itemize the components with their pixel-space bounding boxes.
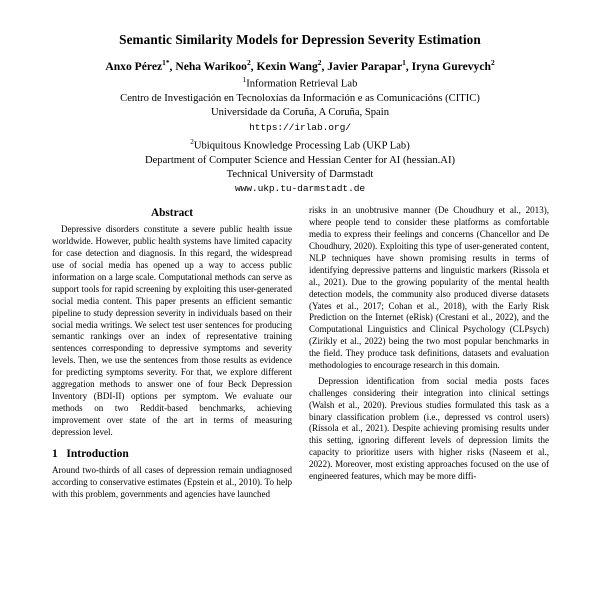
author-name: Javier Parapar (327, 59, 403, 73)
affiliation-line-4 (52, 138, 548, 154)
affiliation-line-5 (52, 154, 548, 168)
affiliation-text: Information Retrieval Lab (246, 78, 358, 90)
author-affil-marker: 2 (317, 57, 322, 67)
affiliation-text: Department of Computer Science and Hessian Center for AI (hessian.AI) (144, 154, 456, 166)
author-name: Neha Warikoo (175, 59, 247, 73)
lab-url-1[interactable]: https://irlab.org/ (249, 121, 351, 133)
abstract-paragraph: Depressive disorders constitute a severe public health issue worldwide. However, public health systems have limited capacity for case detection and diagnosis. In this regard, the widespread use of social media has opened up a way to access public information on a large scale. Computational methods can serve as support tools for rapid screening by exploiting this user-generated social media content. This paper presents an efficient semantic pipeline to study depression severity in individuals based on their social media writings. We select test user sentences for producing semantic rankings over an index of representative training sentences corresponding to depressive symptoms and severity levels. Then, we use the sentences from those results as evidence for predicting symptoms severity. For that, we explore different aggregation methods to answer one of four Beck Depression Inventory (BDI-II) options per symptom. We evaluate our methods on two Reddit-based benchmarks, achieving improvement over state of the art in terms of measuring depression level. (52, 224, 292, 437)
two-column-body (52, 205, 548, 505)
section-title: Introduction (66, 448, 129, 461)
intro-paragraph-1 (52, 465, 292, 501)
section-number: 1 (52, 448, 58, 461)
right-paragraph-2: Depression identification from social media posts faces challenges considering their integration into clinical settings (Walsh et al., 2020). Previous studies formulated this task as a binary classification problem (i.e., depressed vs control users) (Ríssola et al., 2021). Despite achieving promising results under this setting, ignoring different levels of depression limits the capacity to prioritize users with higher risks (Naseem et al., 2022). Moreover, most existing approaches focused on the use of engineered features, which may be more diffi- (309, 375, 549, 481)
affiliation-line-1 (52, 76, 548, 92)
lab-url-2[interactable]: www.ukp.tu-darmstadt.de (234, 183, 366, 194)
author-affil-marker: 2 (246, 57, 251, 67)
abstract-heading: Abstract (150, 207, 194, 220)
author-separator: , (250, 59, 257, 73)
intro-paragraph-text: Around two-thirds of all cases of depression remain undiagnosed according to conservative estimates (Epstein et al., 2010). To help with this problem, governments and agencies have launched (52, 465, 292, 500)
author-separator: , (405, 59, 412, 73)
right-column (309, 205, 549, 505)
author-affil-marker: 2 (490, 57, 495, 67)
author-corresponding-marker: * (165, 57, 170, 67)
left-column (52, 205, 292, 505)
author-affil-marker: 1 (162, 57, 166, 67)
author-name: Kexin Wang (256, 59, 318, 73)
affiliation-text: Ubiquitous Knowledge Processing Lab (UKP Lab) (193, 140, 410, 152)
author-separator: , (321, 59, 328, 73)
author-name: Iryna Gurevych (411, 59, 491, 73)
affiliation-line-3 (52, 106, 548, 120)
section-heading-introduction (52, 448, 292, 460)
affiliation-text: Technical University of Darmstadt (226, 168, 374, 180)
author-affil-marker: 1 (402, 57, 406, 67)
affiliation-line-2 (52, 92, 548, 106)
affiliation-text: Universidade da Coruña, A Coruña, Spain (210, 107, 389, 119)
affiliation-text: Centro de Investigación en Tecnoloxías da Información e as Comunicacións (CITIC) (120, 93, 480, 105)
right-paragraph-1: risks in an unobtrusive manner (De Choudhury et al., 2013), where people tend to consider these platforms as comfortable media to express their feelings and concerns (Chancellor and De Choudhury, 2020). Exploiting this type of user-generated content, NLP techniques have shown promising results in terms of identifying depressive patterns and linguistic markers (Rissola et al., 2021). Due to the growing popularity of the mental health detection models, the community also produced diverse datasets (Yates et al., 2017; Cohan et al., 2018), with the Early Risk Prediction on the Internet (eRisk) (Crestani et al., 2022), and the Computational Linguistics and Clinical Psychology (CLPsych) (Zirikly et al., 2022) being the two most popular benchmarks in the field. They produce task definitions, datasets and evaluation methodologies to encourage research in this domain. (309, 205, 549, 370)
author-list (52, 58, 548, 74)
page-title: Semantic Similarity Models for Depression Severity Estimation (119, 32, 481, 47)
author-name: Anxo Pérez (105, 59, 163, 73)
affiliation-marker: 1 (242, 76, 247, 85)
author-separator: , (169, 59, 176, 73)
affiliation-marker: 2 (190, 137, 194, 146)
affiliation-line-6 (52, 168, 548, 182)
